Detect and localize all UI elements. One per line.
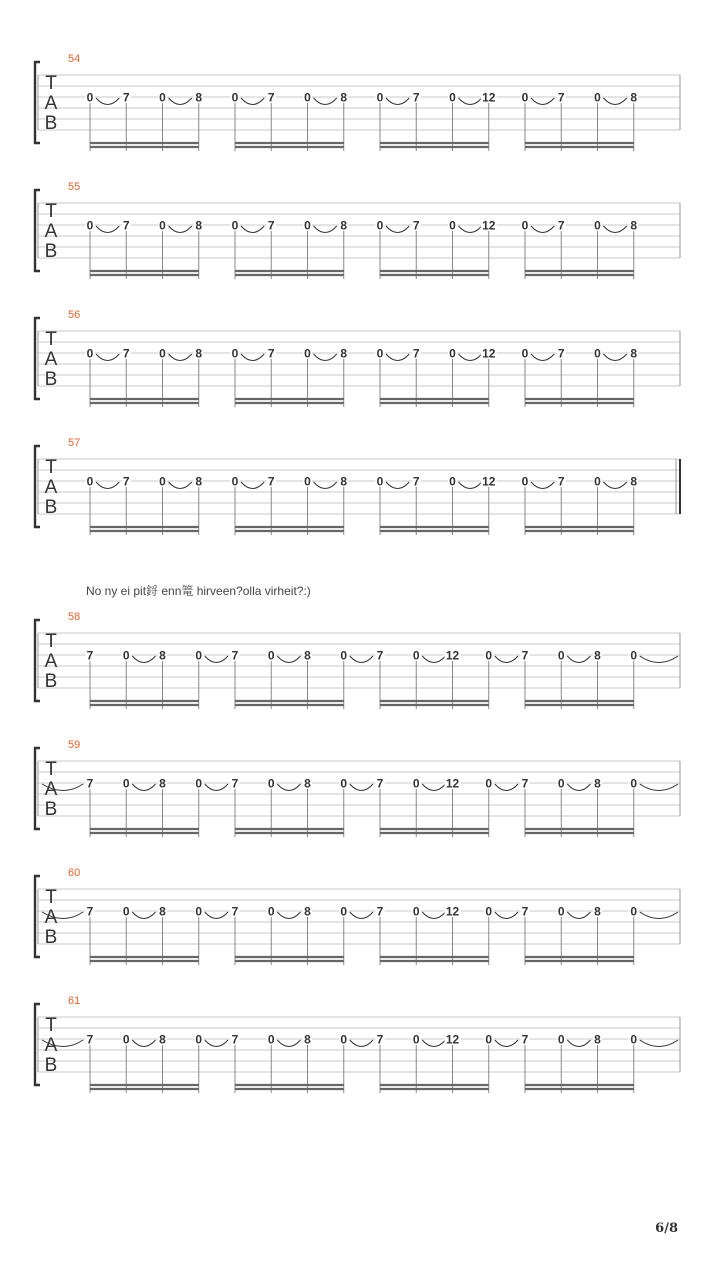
tab-system <box>35 437 680 535</box>
fret-number: 0 <box>231 346 239 361</box>
tie-arc <box>422 784 445 791</box>
tab-system <box>35 867 680 965</box>
fret-number: 0 <box>521 90 529 105</box>
fret-number: 8 <box>195 346 203 361</box>
fret-number: 7 <box>521 904 529 919</box>
tie-arc <box>205 1040 228 1047</box>
fret-number: 0 <box>521 218 529 233</box>
fret-number: 0 <box>521 346 529 361</box>
fret-number: 7 <box>521 1032 529 1047</box>
fret-number: 0 <box>449 90 456 105</box>
tab-clef-letter: T <box>45 73 57 94</box>
tab-system <box>35 53 680 151</box>
fret-number: 0 <box>521 474 529 489</box>
tie-arc <box>350 784 373 791</box>
fret-number: 0 <box>376 474 384 489</box>
tie-arc <box>531 98 554 105</box>
tie-arc <box>567 784 590 791</box>
fret-number: 0 <box>630 1032 638 1047</box>
fret-number: 0 <box>159 90 166 105</box>
fret-number: 8 <box>630 346 638 361</box>
fret-number: 0 <box>630 776 638 791</box>
fret-number: 8 <box>159 1032 166 1047</box>
measure-number: 55 <box>68 181 81 193</box>
measure-number: 56 <box>68 309 81 321</box>
tie-arc <box>277 784 300 791</box>
tie-arc <box>640 784 678 791</box>
fret-number: 0 <box>412 648 420 663</box>
tie-arc <box>314 482 337 489</box>
tie-arc <box>640 656 678 663</box>
fret-number: 0 <box>557 776 565 791</box>
fret-number: 0 <box>594 90 601 105</box>
tie-arc <box>386 354 409 361</box>
tie-arc <box>386 226 409 233</box>
tie-arc <box>495 784 518 791</box>
fret-number: 8 <box>594 904 601 919</box>
fret-number: 8 <box>340 218 348 233</box>
tab-system <box>35 739 680 837</box>
fret-number: 0 <box>340 1032 348 1047</box>
tab-system <box>35 995 680 1093</box>
fret-number: 0 <box>376 346 384 361</box>
tie-arc <box>495 656 518 663</box>
fret-number: 0 <box>376 218 384 233</box>
tie-arc <box>422 1040 445 1047</box>
fret-number: 7 <box>412 474 420 489</box>
fret-number: 7 <box>557 474 565 489</box>
tie-arc <box>132 784 155 791</box>
fret-number: 0 <box>86 90 94 105</box>
fret-number: 0 <box>340 648 348 663</box>
tie-arc <box>96 482 119 489</box>
tie-arc <box>531 226 554 233</box>
tie-arc <box>640 912 678 919</box>
tab-clef-letter: T <box>45 759 57 780</box>
fret-number: 7 <box>412 346 420 361</box>
tab-clef-letter: A <box>44 477 58 498</box>
tab-clef-letter: B <box>44 1055 58 1076</box>
tab-clef-letter: T <box>45 887 57 908</box>
fret-number: 0 <box>267 1032 275 1047</box>
fret-number: 0 <box>304 218 311 233</box>
tie-arc <box>169 226 192 233</box>
tie-arc <box>459 98 482 105</box>
fret-number: 0 <box>159 346 166 361</box>
fret-number: 0 <box>304 90 311 105</box>
tie-arc <box>604 354 627 361</box>
fret-number: 0 <box>412 776 420 791</box>
fret-number: 8 <box>630 474 638 489</box>
fret-number: 12 <box>445 1032 460 1047</box>
fret-number: 8 <box>304 776 311 791</box>
tie-arc <box>567 912 590 919</box>
tie-arc <box>531 354 554 361</box>
tab-clef-letter: T <box>45 201 57 222</box>
fret-number: 7 <box>122 218 130 233</box>
fret-number: 0 <box>231 90 239 105</box>
fret-number: 12 <box>482 90 496 105</box>
fret-number: 0 <box>231 474 239 489</box>
tie-arc <box>96 226 119 233</box>
fret-number: 0 <box>485 904 493 919</box>
tie-arc <box>277 656 300 663</box>
fret-number: 8 <box>594 648 601 663</box>
measure-number: 54 <box>68 53 81 65</box>
fret-number: 7 <box>412 218 420 233</box>
fret-number: 0 <box>86 218 94 233</box>
fret-number: 0 <box>594 474 601 489</box>
fret-number: 7 <box>267 218 275 233</box>
tab-clef-letter: T <box>45 631 57 652</box>
tie-arc <box>459 482 482 489</box>
fret-number: 7 <box>521 648 529 663</box>
tie-arc <box>604 482 627 489</box>
measure-number: 61 <box>68 995 81 1007</box>
fret-number: 8 <box>304 648 311 663</box>
fret-number: 0 <box>195 648 203 663</box>
fret-number: 0 <box>267 648 275 663</box>
fret-number: 0 <box>449 346 456 361</box>
fret-number: 0 <box>557 904 565 919</box>
fret-number: 8 <box>630 90 638 105</box>
fret-number: 12 <box>445 904 460 919</box>
tie-arc <box>96 354 119 361</box>
tie-arc <box>567 1040 590 1047</box>
fret-number: 0 <box>630 648 638 663</box>
tie-arc <box>169 98 192 105</box>
fret-number: 8 <box>159 904 166 919</box>
tab-clef-letter: B <box>44 671 58 692</box>
tab-clef-letter: A <box>44 907 58 928</box>
tie-arc <box>640 1040 678 1047</box>
fret-number: 7 <box>122 90 130 105</box>
fret-number: 0 <box>340 904 348 919</box>
fret-number: 0 <box>122 1032 130 1047</box>
measure-number: 59 <box>68 739 81 751</box>
tab-clef-letter: B <box>44 497 58 518</box>
fret-number: 8 <box>159 648 166 663</box>
tab-clef-letter: B <box>44 241 58 262</box>
lyric-annotation: No ny ei pit鋝 enn篭 hirveen?olla virheit?:) <box>86 584 311 598</box>
tie-arc <box>277 1040 300 1047</box>
fret-number: 7 <box>376 776 384 791</box>
tab-clef-letter: B <box>44 927 58 948</box>
fret-number: 7 <box>122 474 130 489</box>
tab-clef-letter: T <box>45 329 57 350</box>
fret-number: 8 <box>304 1032 311 1047</box>
fret-number: 0 <box>267 776 275 791</box>
tab-clef-letter: A <box>44 1035 58 1056</box>
tie-arc <box>459 354 482 361</box>
fret-number: 7 <box>231 904 239 919</box>
fret-number: 7 <box>86 648 94 663</box>
tie-arc <box>314 98 337 105</box>
fret-number: 7 <box>412 90 420 105</box>
fret-number: 12 <box>482 218 496 233</box>
fret-number: 7 <box>231 776 239 791</box>
page-number: 6/8 <box>655 1221 678 1236</box>
fret-number: 0 <box>557 648 565 663</box>
tie-arc <box>241 354 264 361</box>
fret-number: 7 <box>86 776 94 791</box>
tie-arc <box>169 354 192 361</box>
tie-arc <box>386 482 409 489</box>
tab-clef-letter: A <box>44 93 58 114</box>
fret-number: 8 <box>195 474 203 489</box>
fret-number: 7 <box>86 1032 94 1047</box>
fret-number: 7 <box>267 474 275 489</box>
fret-number: 0 <box>231 218 239 233</box>
tab-clef-letter: B <box>44 799 58 820</box>
fret-number: 0 <box>159 218 166 233</box>
fret-number: 7 <box>376 648 384 663</box>
fret-number: 0 <box>267 904 275 919</box>
tie-arc <box>277 912 300 919</box>
tab-clef-letter: A <box>44 221 58 242</box>
fret-number: 0 <box>86 346 94 361</box>
tab-clef-letter: A <box>44 651 58 672</box>
tie-arc <box>604 98 627 105</box>
fret-number: 0 <box>340 776 348 791</box>
tie-arc <box>241 482 264 489</box>
tie-arc <box>241 226 264 233</box>
tab-system <box>35 181 680 279</box>
fret-number: 0 <box>630 904 638 919</box>
fret-number: 0 <box>304 474 311 489</box>
fret-number: 7 <box>86 904 94 919</box>
tab-clef-letter: A <box>44 349 58 370</box>
fret-number: 8 <box>594 776 601 791</box>
fret-number: 0 <box>122 648 130 663</box>
fret-number: 0 <box>485 776 493 791</box>
fret-number: 0 <box>449 474 456 489</box>
tie-arc <box>422 656 445 663</box>
fret-number: 8 <box>304 904 311 919</box>
fret-number: 7 <box>557 218 565 233</box>
tie-arc <box>96 98 119 105</box>
tie-arc <box>205 912 228 919</box>
fret-number: 0 <box>122 776 130 791</box>
fret-number: 0 <box>485 648 493 663</box>
fret-number: 0 <box>412 904 420 919</box>
fret-number: 7 <box>557 346 565 361</box>
fret-number: 0 <box>159 474 166 489</box>
fret-number: 12 <box>482 346 496 361</box>
fret-number: 0 <box>122 904 130 919</box>
fret-number: 8 <box>630 218 638 233</box>
fret-number: 0 <box>485 1032 493 1047</box>
fret-number: 0 <box>304 346 311 361</box>
tie-arc <box>604 226 627 233</box>
fret-number: 7 <box>231 648 239 663</box>
tab-system <box>35 309 680 407</box>
tie-arc <box>205 656 228 663</box>
tie-arc <box>459 226 482 233</box>
tab-clef-letter: T <box>45 1015 57 1036</box>
fret-number: 7 <box>376 1032 384 1047</box>
fret-number: 12 <box>445 648 460 663</box>
tie-arc <box>241 98 264 105</box>
fret-number: 7 <box>267 90 275 105</box>
fret-number: 0 <box>557 1032 565 1047</box>
tab-clef-letter: A <box>44 779 58 800</box>
fret-number: 8 <box>594 1032 601 1047</box>
tie-arc <box>350 656 373 663</box>
tie-arc <box>495 1040 518 1047</box>
tie-arc <box>422 912 445 919</box>
tie-arc <box>495 912 518 919</box>
tie-arc <box>531 482 554 489</box>
fret-number: 12 <box>445 776 460 791</box>
fret-number: 8 <box>195 90 203 105</box>
tie-arc <box>386 98 409 105</box>
tie-arc <box>132 656 155 663</box>
fret-number: 0 <box>86 474 94 489</box>
fret-number: 7 <box>122 346 130 361</box>
measure-number: 58 <box>68 611 81 623</box>
fret-number: 0 <box>195 776 203 791</box>
fret-number: 0 <box>594 346 601 361</box>
fret-number: 8 <box>159 776 166 791</box>
tie-arc <box>350 1040 373 1047</box>
fret-number: 7 <box>376 904 384 919</box>
fret-number: 7 <box>231 1032 239 1047</box>
fret-number: 0 <box>594 218 601 233</box>
fret-number: 8 <box>340 90 348 105</box>
tie-arc <box>314 226 337 233</box>
measure-number: 57 <box>68 437 81 449</box>
tie-arc <box>567 656 590 663</box>
fret-number: 0 <box>376 90 384 105</box>
tie-arc <box>132 1040 155 1047</box>
tie-arc <box>205 784 228 791</box>
fret-number: 7 <box>267 346 275 361</box>
measure-number: 60 <box>68 867 81 879</box>
fret-number: 0 <box>195 1032 203 1047</box>
tie-arc <box>350 912 373 919</box>
fret-number: 7 <box>557 90 565 105</box>
tab-clef-letter: T <box>45 457 57 478</box>
tab-system <box>35 611 680 709</box>
fret-number: 8 <box>340 346 348 361</box>
fret-number: 0 <box>412 1032 420 1047</box>
tie-arc <box>132 912 155 919</box>
tab-clef-letter: B <box>44 113 58 134</box>
fret-number: 8 <box>195 218 203 233</box>
fret-number: 0 <box>195 904 203 919</box>
tab-clef-letter: B <box>44 369 58 390</box>
fret-number: 7 <box>521 776 529 791</box>
fret-number: 8 <box>340 474 348 489</box>
fret-number: 12 <box>482 474 496 489</box>
tie-arc <box>169 482 192 489</box>
fret-number: 0 <box>449 218 456 233</box>
tie-arc <box>314 354 337 361</box>
